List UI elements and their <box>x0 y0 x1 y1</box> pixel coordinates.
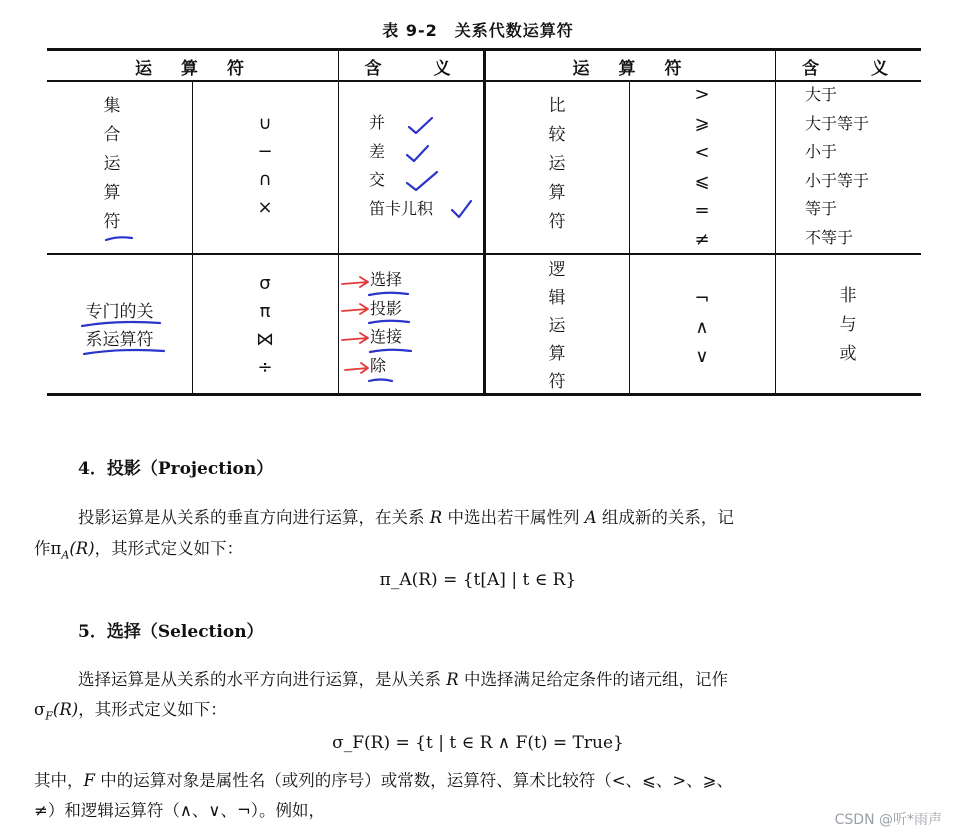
category-line: 专门的关 <box>85 302 154 322</box>
meaning: 大于等于 <box>805 113 870 133</box>
category-set-operators: 集 合 运 算 符 <box>103 96 121 232</box>
symbol: ∪ <box>258 113 272 134</box>
section-5-paragraph <box>78 664 938 695</box>
relation-meanings <box>370 266 480 380</box>
meaning: 非 <box>839 286 857 306</box>
category-comparison-operators: 比 较 运 算 符 <box>548 96 566 232</box>
section-4-paragraph <box>78 502 938 533</box>
symbol: ÷ <box>257 357 273 378</box>
symbol: σ <box>259 273 271 294</box>
symbol: = <box>694 200 710 221</box>
text-run: 组成新的关系，记 <box>601 508 734 527</box>
text-run: 中的运算对象是属性名（或列的序号）或常数，运算符、算术比较符（<、⩽、>、⩾、 <box>100 771 734 790</box>
section-4-title: 4．投影（Projection） <box>78 459 274 479</box>
text-run: 选择运算是从关系的水平方向进行运算，是从关系 <box>78 670 441 689</box>
meaning: 与 <box>839 315 857 335</box>
symbol: ⋈ <box>256 329 274 350</box>
symbol: ∨ <box>695 346 709 367</box>
set-meanings <box>369 109 489 223</box>
math-var: F <box>83 771 95 790</box>
meaning: 差 <box>369 141 386 161</box>
text-run: 作 <box>34 539 51 558</box>
section-5-paragraph-line2 <box>34 694 227 731</box>
meaning: 选择 <box>370 270 403 289</box>
logical-symbols <box>629 284 775 371</box>
symbol: ¬ <box>694 288 710 309</box>
symbol: ∧ <box>695 317 709 338</box>
header-meaning: 含 义 <box>802 59 894 79</box>
text-run: 中选出若干属性列 <box>447 508 580 527</box>
col-divider <box>338 48 339 393</box>
math-arg: (R) <box>52 700 79 719</box>
math-symbol: π <box>50 539 62 558</box>
symbol: × <box>257 197 273 218</box>
meaning: 交 <box>369 170 386 189</box>
header-operator: 运 算 符 <box>135 59 250 79</box>
meaning: 连接 <box>370 327 403 346</box>
set-symbols <box>192 110 338 222</box>
math-subscript: F <box>45 709 53 723</box>
text-run: ，其形式定义如下： <box>78 700 227 719</box>
meaning: 除 <box>370 355 387 375</box>
symbol: > <box>694 84 710 105</box>
symbol: ⩾ <box>694 113 710 134</box>
symbol: π <box>259 301 271 322</box>
meaning: 不等于 <box>805 227 854 247</box>
operator-table <box>47 48 921 396</box>
table-bottom-rule <box>47 393 921 396</box>
math-arg: (R) <box>69 539 95 558</box>
math-subscript: A <box>61 548 70 562</box>
meaning: 小于 <box>805 142 838 161</box>
text-run: 投影运算是从关系的垂直方向进行运算，在关系 <box>78 508 425 527</box>
meaning: 投影 <box>370 298 403 318</box>
header-operator: 运 算 符 <box>572 59 688 79</box>
symbol: − <box>257 141 273 162</box>
math-var: R <box>446 670 459 689</box>
text-run: ，其形式定义如下： <box>94 539 244 558</box>
section-4-paragraph-line2 <box>34 533 243 570</box>
meaning: 或 <box>839 344 857 364</box>
symbol: ≠ <box>694 229 710 250</box>
symbol: < <box>694 142 710 163</box>
logical-meanings <box>775 282 921 369</box>
meaning: 大于 <box>805 85 838 104</box>
section-5-paragraph-3-line2: ≠）和逻辑运算符（∧、∨、¬）。例如， <box>34 801 326 820</box>
math-var: R <box>429 508 443 527</box>
projection-formula: π_A(R) = {t[A] | t ∈ R} <box>379 570 577 590</box>
header-meaning: 含 义 <box>364 59 457 79</box>
comparison-meanings <box>805 81 921 252</box>
text-run: 中选择满足给定条件的诸元组，记作 <box>463 670 728 689</box>
meaning: 等于 <box>805 199 838 218</box>
math-var: A <box>584 508 597 527</box>
meaning: 笛卡儿积 <box>369 198 434 218</box>
comparison-symbols <box>629 80 775 254</box>
symbol: ∩ <box>258 169 272 190</box>
section-5-title: 5．选择（Selection） <box>78 622 264 642</box>
table-caption: 表 9-2 关系代数运算符 <box>382 21 574 40</box>
meaning: 并 <box>369 113 386 132</box>
category-logical-operators: 逻 辑 运 算 符 <box>548 260 566 392</box>
watermark: CSDN @听*雨声 <box>834 812 942 828</box>
category-relation-operators <box>47 298 192 354</box>
relation-symbols <box>192 270 338 382</box>
symbol: ⩽ <box>694 171 710 192</box>
selection-formula: σ_F(R) = {t | t ∈ R ∧ F(t) = True} <box>332 733 624 753</box>
category-line: 系运算符 <box>85 330 154 350</box>
text-run: 其中， <box>34 771 84 790</box>
math-symbol: σ <box>34 700 46 719</box>
meaning: 小于等于 <box>805 170 870 190</box>
section-5-paragraph-3 <box>34 765 924 796</box>
